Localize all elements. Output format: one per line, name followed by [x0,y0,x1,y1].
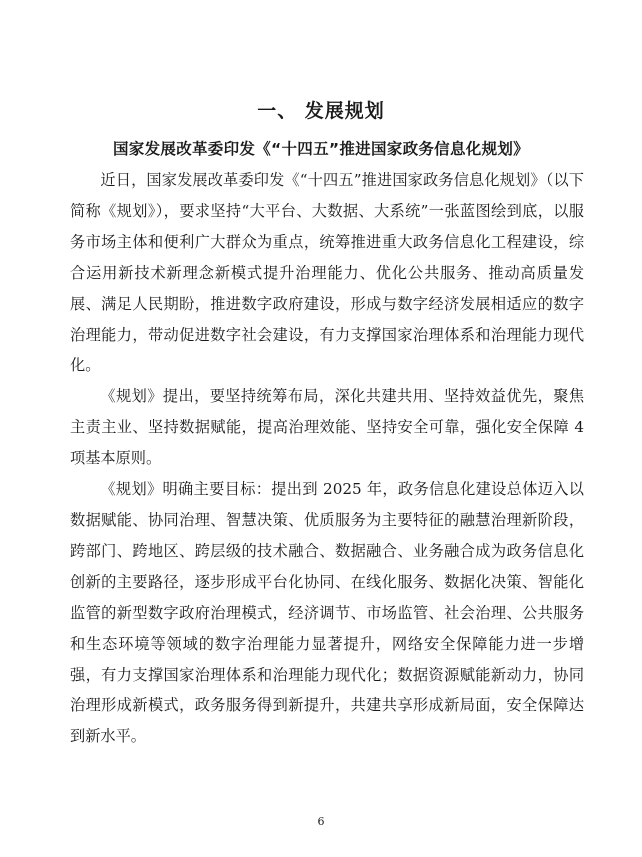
paragraph-principles: 《规划》提出，要坚持统筹布局，深化共建共用、坚持效益优先，聚焦主责主业、坚持数据赋能，提高治理效能、坚持安全可靠，强化安全保障 4 项基本原则。 [70,387,584,468]
article-title: 国家发展改革委印发《“十四五”推进国家政务信息化规划》 [113,140,529,158]
paragraph-intro: 近日，国家发展改革委印发《“十四五”推进国家政务信息化规划》（以下简称《规划》），要求坚持“大平台、大数据、大系统”一张蓝图绘到底，以服务市场主体和便利广大群众为重点，统筹推进重大政务信息化工程建设，综合运用新技术新理念新模式提升治理能力、优化公共服务、推动高质量发展、满足人民期盼，推进数字政府建设，形成与数字经济发展相适应的数字治理能力，带动促进数字社会建设，有力支撑国家治理体系和治理能力现代化。 [70,171,584,375]
section-heading: 一、 发展规划 [257,100,385,122]
paragraph-goals: 《规划》明确主要目标：提出到 2025 年，政务信息化建设总体迈入以数据赋能、协同治理、智慧决策、优质服务为主要特征的融慧治理新阶段，跨部门、跨地区、跨层级的技术融合、数据融合、业务融合成为政务信息化创新的主要路径，逐步形成平台化协同、在线化服务、数据化决策、智能化监管的新型数字政府治理模式，经济调节、市场监管、社会治理、公共服务和生态环境等领域的数字治理能力显著提升，网络安全保障能力进一步增强，有力支撑国家治理体系和治理能力现代化；数据资源赋能新动力，协同治理形成新模式，政务服务得到新提升，共建共享形成新局面，安全保障达到新水平。 [70,480,584,746]
article-body [70,165,584,752]
page-number: 6 [317,815,325,828]
